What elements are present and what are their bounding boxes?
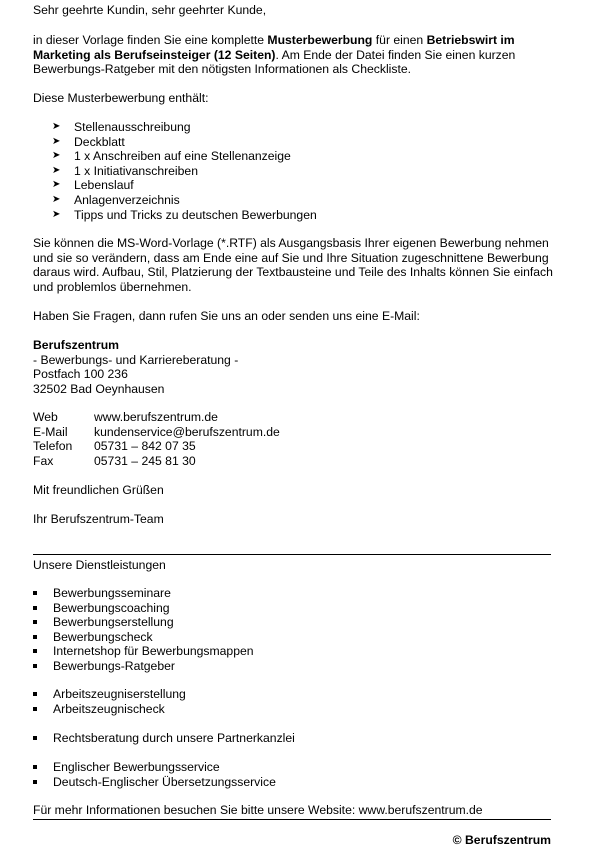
fax-number: 05731 – 245 81 30 [94,453,196,468]
intro-text: . Am Ende der Datei finden Sie einen kurzen Bewerbungs-Ratgeber mit den nötigsten Informationen als Checkliste. [33,47,516,77]
services-heading: Unsere Dienstleistungen [33,558,166,572]
contact-label: Fax [33,453,54,468]
arrow-bullet-icon: ➤ [52,135,61,147]
contact-row-email [33,425,553,440]
square-bullet-icon [33,591,37,595]
company-city: 32502 Bad Oeynhausen [33,381,165,396]
copyright-notice: © Berufszentrum [452,833,551,847]
contact-row-web [33,410,553,425]
services-list-reference [33,687,553,716]
arrow-bullet-icon: ➤ [52,150,61,162]
website-link[interactable]: www.berufszentrum.de [94,410,218,424]
intro-bold-position: Betriebswirt im Marketing als Berufseinsteiger (12 Seiten) [33,33,515,62]
list-item-label: Arbeitszeugnischeck [53,701,165,716]
services-list-english [33,760,553,789]
square-bullet-icon [33,606,37,610]
list-item [33,120,553,135]
list-item-label: Internetshop für Bewerbungsmappen [53,644,254,659]
list-item-label: Bewerbungscoaching [53,600,170,615]
arrow-bullet-icon: ➤ [52,193,61,205]
intro-bold-template: Musterbewerbung [267,33,373,47]
square-bullet-icon [33,765,37,769]
list-item-label: Bewerbungs-Ratgeber [53,658,175,673]
contents-heading: Diese Musterbewerbung enthält: [33,91,209,105]
list-item-label: 1 x Initiativanschreiben [74,163,198,178]
list-item [33,644,553,659]
square-bullet-icon [33,692,37,696]
phone-number: 05731 – 842 07 35 [94,439,196,454]
list-item [33,687,553,702]
list-item-label: Stellenausschreibung [74,120,191,134]
closing-line: Mit freundlichen Grüßen [33,483,164,497]
square-bullet-icon [33,780,37,784]
square-bullet-icon [33,620,37,624]
list-item [33,702,553,717]
square-bullet-icon [33,649,37,653]
contact-label: Telefon [33,439,73,454]
contact-label: E-Mail [33,424,68,439]
greeting: Sehr geehrte Kundin, sehr geehrter Kunde, [33,3,267,17]
list-item [33,164,553,179]
arrow-bullet-icon: ➤ [52,179,61,191]
signature-line: Ihr Berufszentrum-Team [33,512,164,526]
square-bullet-icon [33,736,37,740]
list-item-label: Tipps und Tricks zu deutschen Bewerbungen [74,207,317,222]
arrow-bullet-icon: ➤ [52,164,61,176]
list-item [33,775,553,790]
list-item-label: Anlagenverzeichnis [74,192,180,207]
contact-row-fax [33,454,553,469]
list-item [33,135,553,150]
square-bullet-icon [33,635,37,639]
divider [33,554,551,555]
list-item-label: Bewerbungserstellung [53,615,174,630]
list-item-label: 1 x Anschreiben auf eine Stellenanzeige [74,149,291,164]
list-item-label: Deckblatt [74,134,125,149]
list-item [33,615,553,630]
intro-paragraph [33,33,553,77]
email-link[interactable]: kundenservice@berufszentrum.de [94,424,280,439]
contact-table [33,410,553,468]
list-item-label: Arbeitszeugniserstellung [53,687,186,701]
company-postbox: Postfach 100 236 [33,367,128,382]
company-address [33,338,553,396]
contact-label: Web [33,410,58,424]
list-item-label: Bewerbungscheck [53,629,153,644]
more-info-line: Für mehr Informationen besuchen Sie bitte unsere Website: www.berufszentrum.de [33,803,483,817]
usage-paragraph: Sie können die MS-Word-Vorlage (*.RTF) als Ausgangsbasis Ihrer eigenen Bewerbung nehmen und sie so verändern, dass am Ende eine auf Sie und Ihre Situation zugeschnittene Bewerbung daraus wird. Aufbau, Stil, Platzierung der Textbausteine und Teile des Inhalts können Sie einfach und problemlos übernehmen. [33,236,553,294]
contents-list [33,120,553,222]
list-item [33,208,553,223]
list-item-label: Rechtsberatung durch unsere Partnerkanzlei [53,731,295,745]
divider [33,819,551,820]
services-list-basic [33,586,553,674]
list-item [33,178,553,193]
list-item [33,760,553,775]
intro-text: für einen [372,33,427,47]
list-item [33,659,553,674]
list-item [33,731,553,746]
contact-row-phone [33,439,553,454]
arrow-bullet-icon: ➤ [52,208,61,220]
square-bullet-icon [33,664,37,668]
arrow-bullet-icon: ➤ [52,121,61,132]
list-item [33,601,553,616]
list-item-label: Englischer Bewerbungsservice [53,760,220,774]
list-item [33,586,553,601]
list-item-label: Lebenslauf [74,178,134,193]
services-list-legal [33,731,553,746]
list-item-label: Deutsch-Englischer Übersetzungsservice [53,774,276,789]
square-bullet-icon [33,707,37,711]
questions-line: Haben Sie Fragen, dann rufen Sie uns an oder senden uns eine E-Mail: [33,309,420,323]
list-item [33,149,553,164]
list-item [33,630,553,645]
company-name: Berufszentrum [33,338,120,352]
list-item-label: Bewerbungsseminare [53,586,171,600]
company-tagline: - Bewerbungs- und Karriereberatung - [33,352,239,367]
list-item [33,193,553,208]
intro-text: in dieser Vorlage finden Sie eine komplette [33,33,268,47]
